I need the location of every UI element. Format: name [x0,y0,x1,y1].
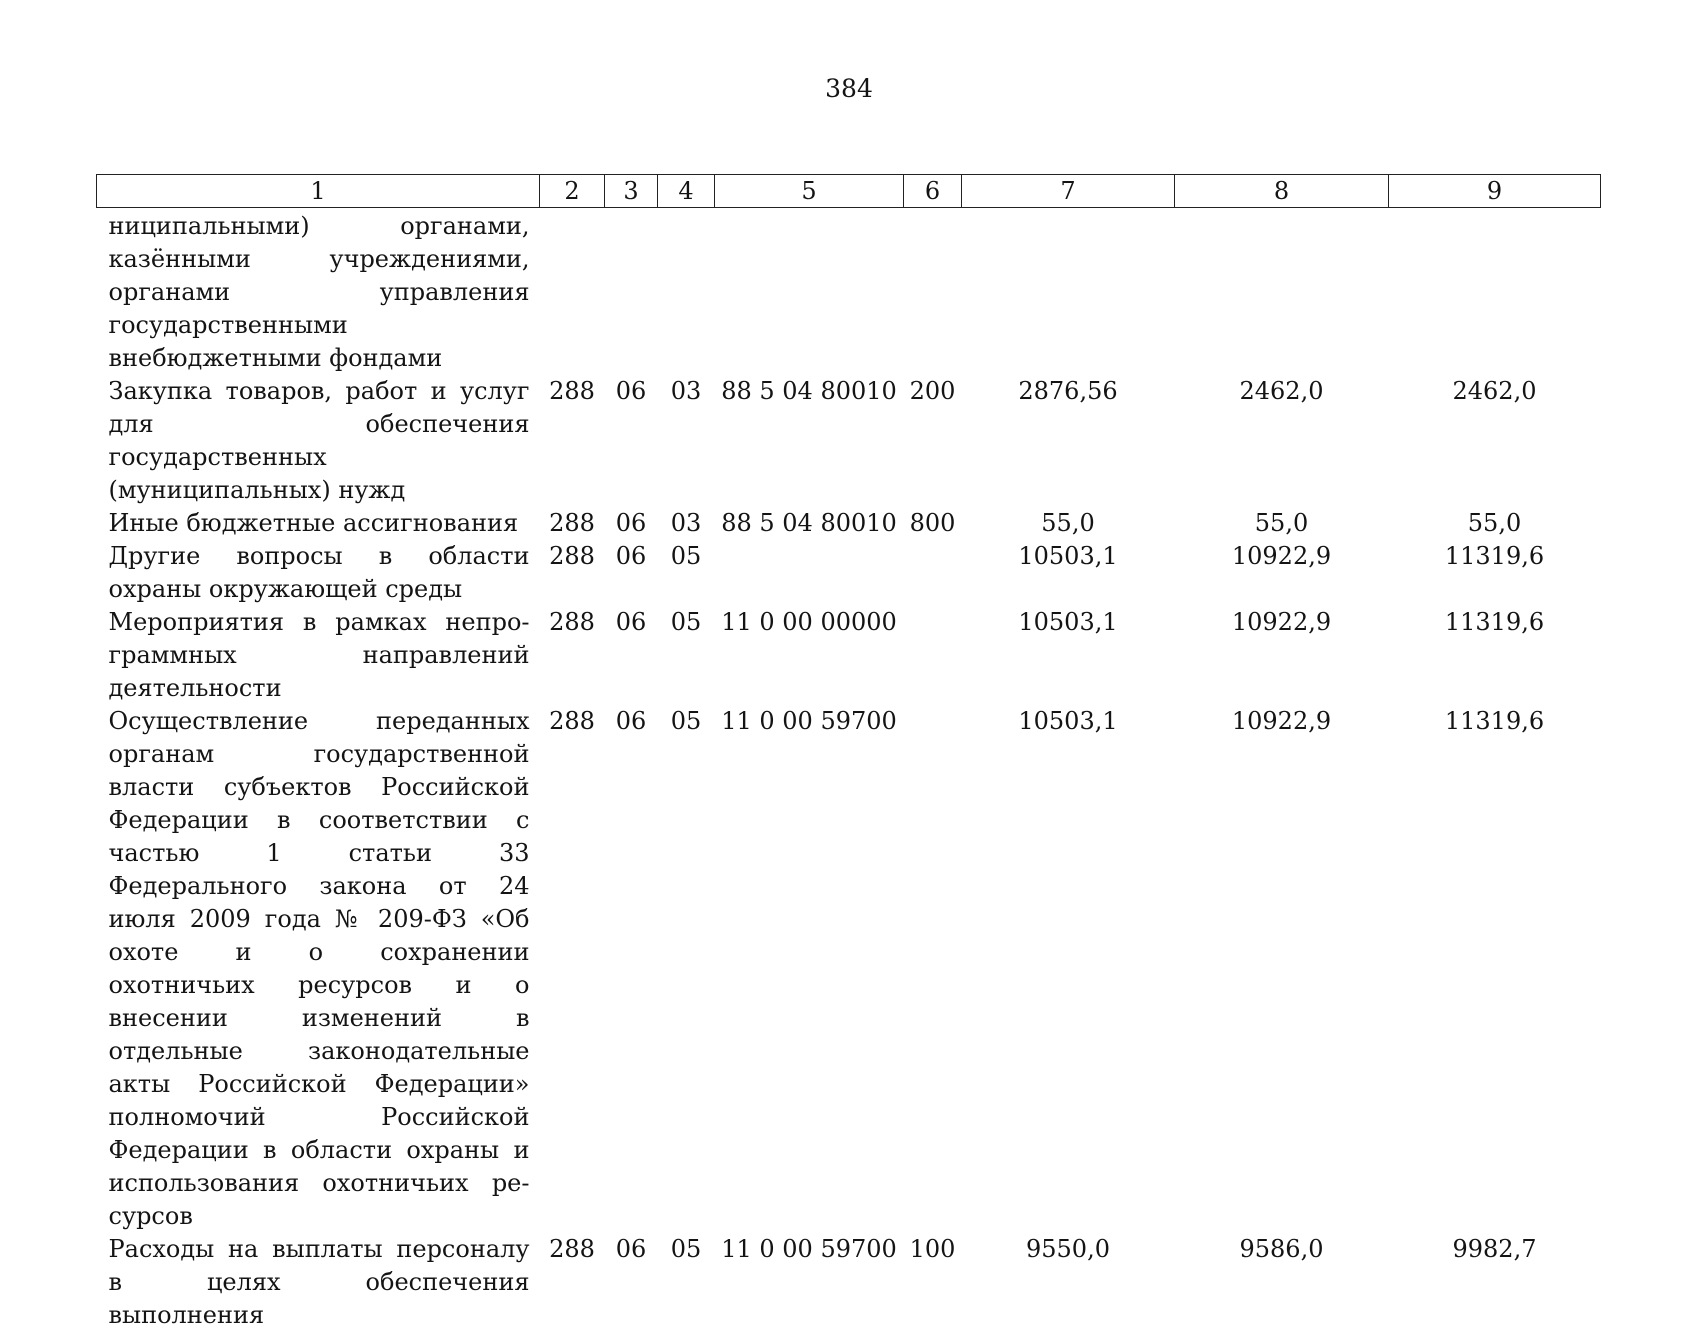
section-code: 06 [615,1235,647,1263]
column-header: 5 [715,175,904,208]
item-name: Закупка товаров, работ и услуг для обеспечения государственных (муниципальных) нужд [108,377,530,504]
amount-col8 [1175,208,1389,376]
item-name: Осуществление переданных органам государственной власти субъектов Российской Федерации в соответствии с частью 1 статьи 33 Федерального закона от 24 июля 2009 года № 209-ФЗ «Об охоте и о сохранении охотничьих ресурсов и о внесении изменений в отдельные законодательные акты Российской Федерации» полномочий Российской Федерации в области охраны и использования охотничьих ресурсов [108,707,530,1230]
subsection-code: 05 [670,542,702,570]
amount-col8: 9586,0 [1239,1235,1324,1263]
expense-type-code [904,606,962,705]
amount-col8: 55,0 [1254,509,1309,537]
section-code [605,208,658,376]
target-article-code [715,208,904,376]
target-article-code: 88 5 04 80010 [721,509,897,537]
column-header: 1 [97,175,540,208]
expense-type-code: 200 [909,377,956,405]
subsection-code: 03 [670,377,702,405]
table-row [97,540,1601,606]
column-header: 9 [1389,175,1601,208]
item-name: ниципальными) органами, казёнными учреждениями, органами управления государственными внебюджетными фондами [108,212,530,372]
expense-type-code: 800 [909,509,956,537]
amount-col8: 10922,9 [1231,608,1332,636]
amount-col7: 2876,56 [1018,377,1118,405]
dept-code: 288 [549,509,595,537]
target-article-code: 11 0 00 59700 [721,707,897,735]
subsection-code: 03 [670,509,702,537]
target-article-code: 88 5 04 80010 [721,377,897,405]
section-code: 06 [615,542,647,570]
table-row [97,1233,1601,1332]
amount-col7: 10503,1 [1018,608,1118,636]
column-header: 2 [540,175,605,208]
subsection-code: 05 [670,707,702,735]
amount-col8: 2462,0 [1239,377,1324,405]
column-number-row [97,175,1601,208]
expense-type-code: 100 [909,1235,956,1263]
amount-col8: 10922,9 [1231,707,1332,735]
column-header: 6 [904,175,962,208]
amount-col7: 10503,1 [1018,707,1118,735]
section-code: 06 [615,509,647,537]
table-row [97,606,1601,705]
subsection-code: 05 [670,1235,702,1263]
column-header: 3 [605,175,658,208]
item-name: Мероприятия в рамках непрограммных направлений деятельности [108,608,530,702]
amount-col7: 55,0 [1041,509,1095,537]
target-article-code: 11 0 00 00000 [721,608,897,636]
item-name: Расходы на выплаты персоналу в целях обеспечения выполнения [108,1235,530,1329]
dept-code: 288 [549,608,595,636]
table-row [97,375,1601,507]
amount-col9 [1389,208,1601,376]
amount-col9: 11319,6 [1444,608,1545,636]
dept-code: 288 [549,1235,595,1263]
item-name: Иные бюджетные ассигнования [108,509,519,537]
page-number: 384 [825,74,873,103]
budget-table [96,174,1601,1332]
amount-col8: 10922,9 [1231,542,1332,570]
dept-code: 288 [549,707,595,735]
column-header: 8 [1175,175,1389,208]
target-article-code [715,540,904,606]
amount-col9: 11319,6 [1444,542,1545,570]
expense-type-code [904,540,962,606]
section-code: 06 [615,377,647,405]
item-name: Другие вопросы в области охраны окружающей среды [108,542,530,603]
expense-type-code [904,705,962,1233]
amount-col7 [962,208,1175,376]
subsection-code: 05 [670,608,702,636]
table-row [97,507,1601,540]
expense-type-code [904,208,962,376]
subsection-code [658,208,715,376]
section-code: 06 [615,608,647,636]
table-row [97,705,1601,1233]
column-header: 4 [658,175,715,208]
amount-col9: 9982,7 [1452,1235,1537,1263]
dept-code [540,208,605,376]
amount-col9: 55,0 [1467,509,1522,537]
amount-col7: 9550,0 [1026,1235,1110,1263]
table-row [97,208,1601,376]
amount-col9: 2462,0 [1452,377,1537,405]
section-code: 06 [615,707,647,735]
amount-col7: 10503,1 [1018,542,1118,570]
amount-col9: 11319,6 [1444,707,1545,735]
column-header: 7 [962,175,1175,208]
target-article-code: 11 0 00 59700 [721,1235,897,1263]
dept-code: 288 [549,542,595,570]
dept-code: 288 [549,377,595,405]
